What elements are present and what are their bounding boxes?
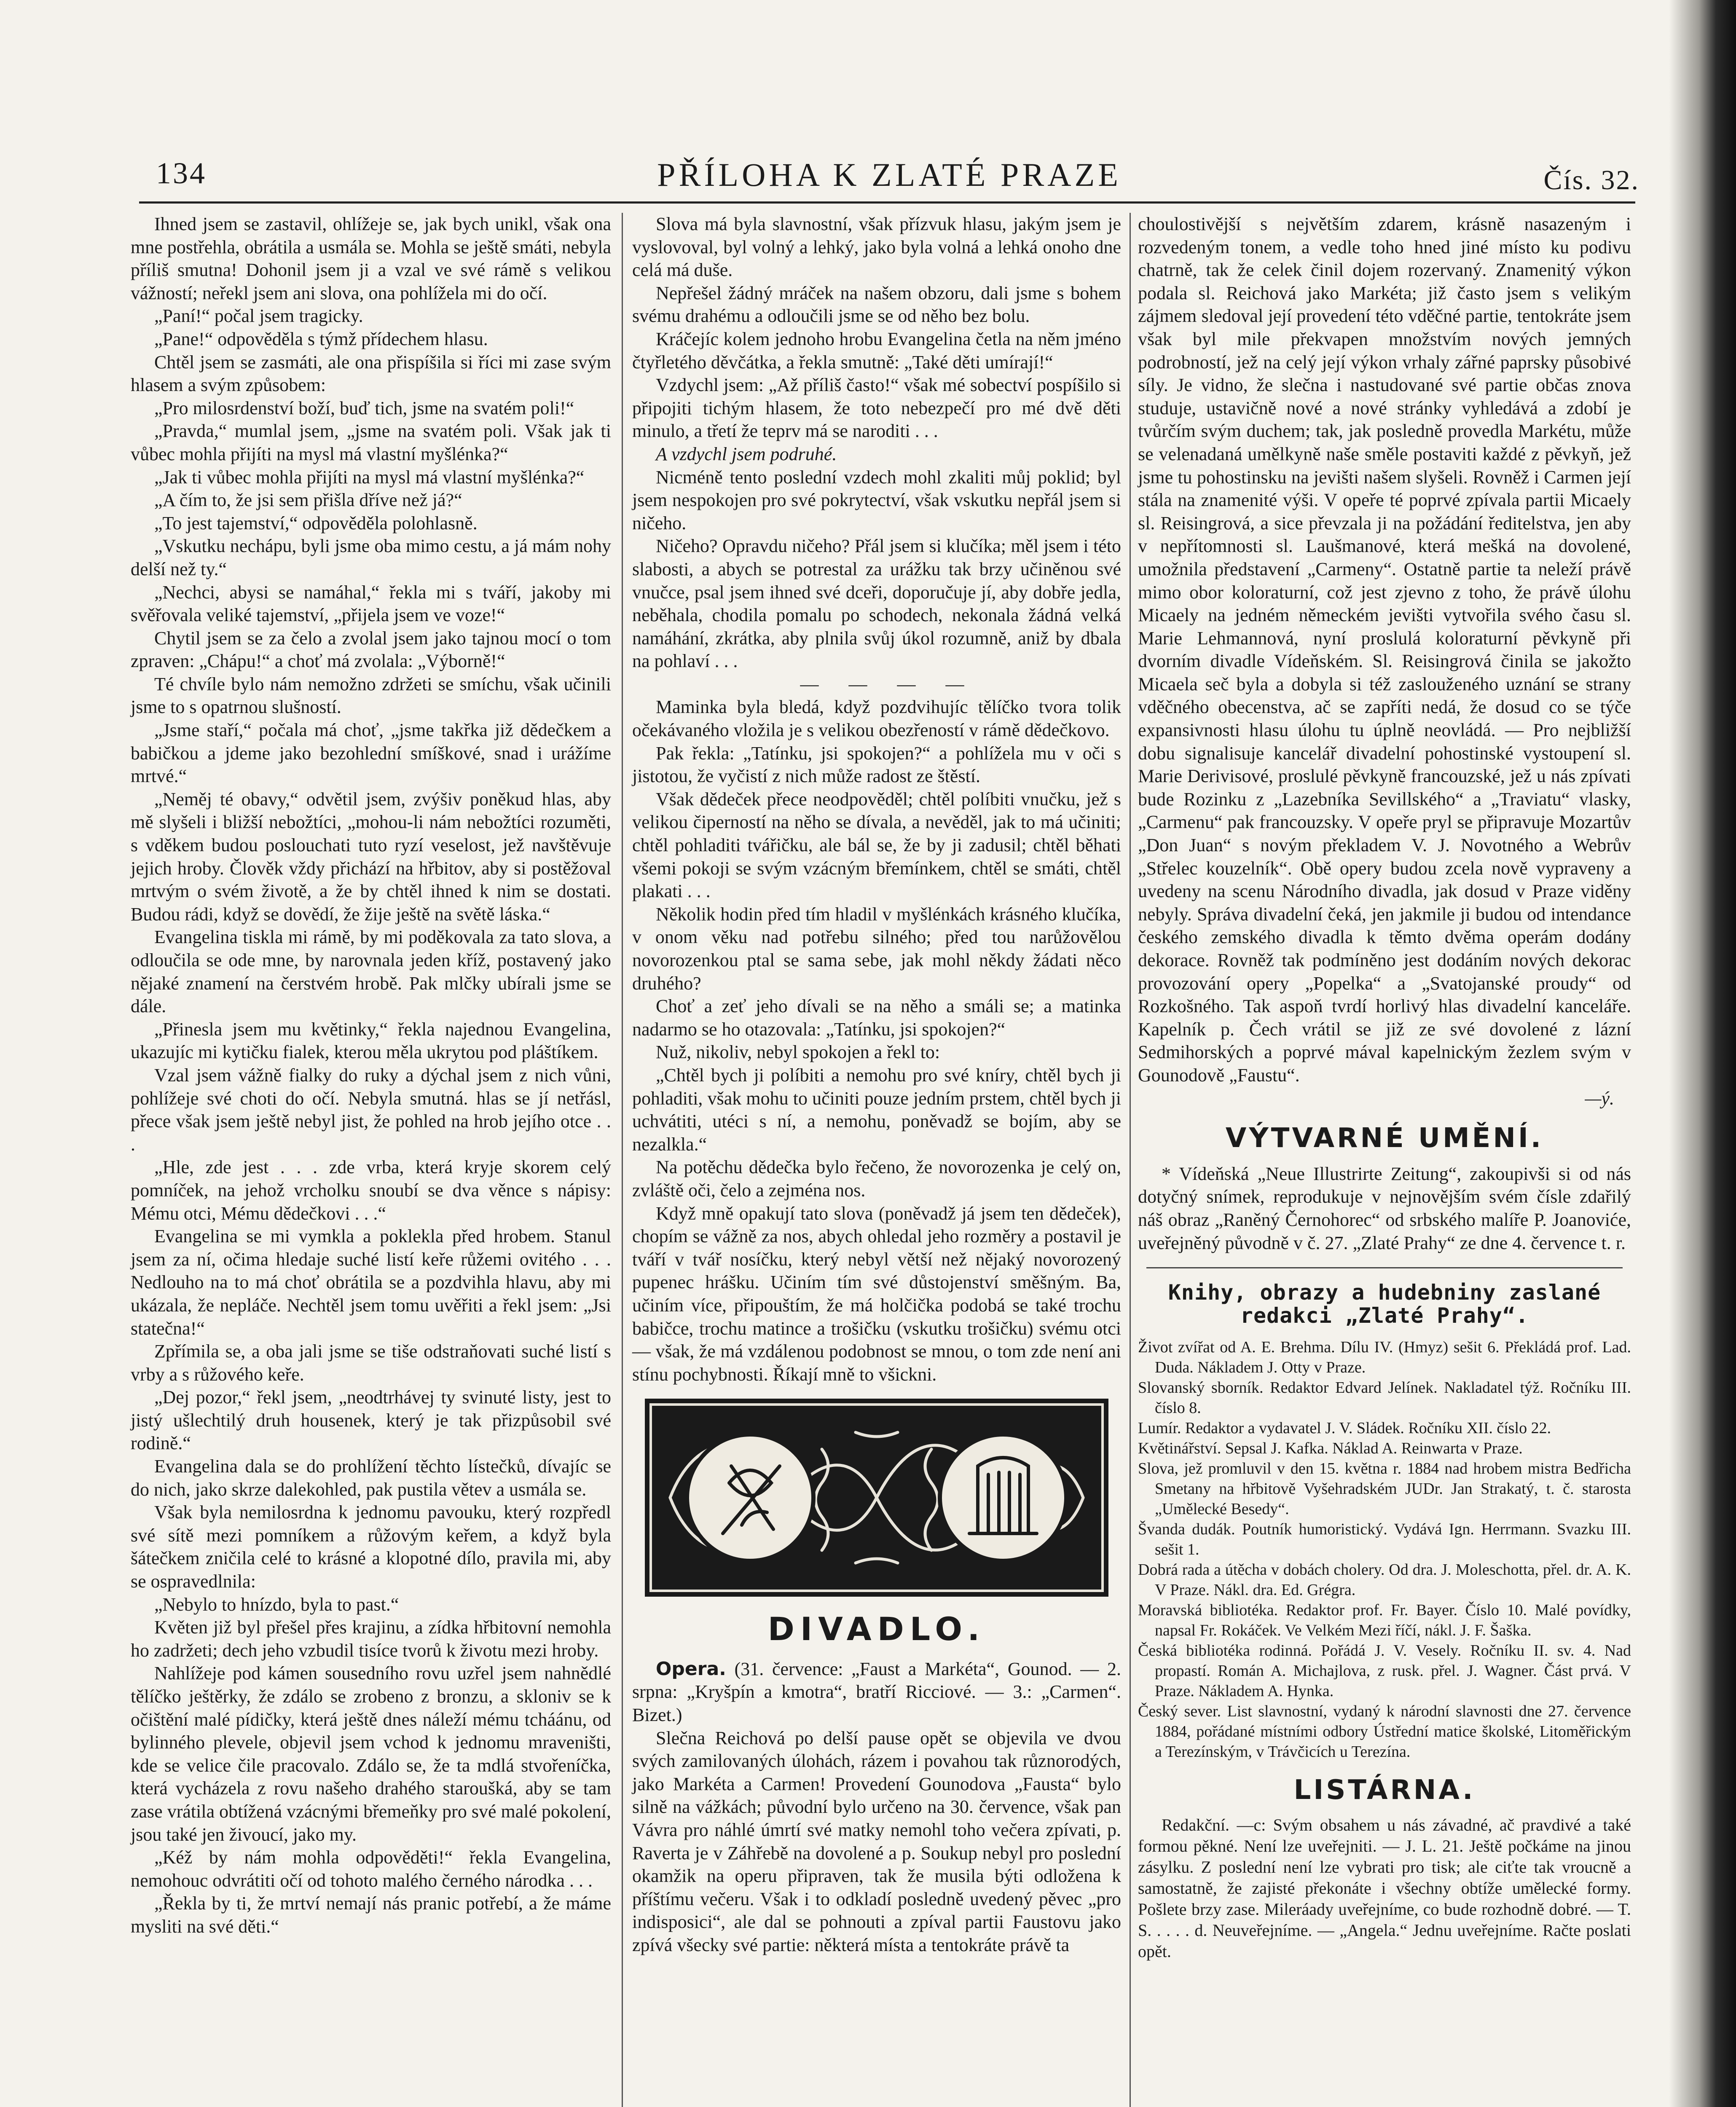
paragraph: Slova má byla slavnostní, však přízvuk hlasu, jakým jsem je vyslovoval, byl volný a lehký, jako byla volná a lehká onoho dne celá má duše. (632, 214, 1121, 281)
opera-paragraph (632, 1658, 1121, 1727)
listarna-text: Redakční. —c: Svým obsahem u nás závadné, ač pravdivé a také formou pěkné. Není lze uveřejniti. — J. L. 21. Ještě počkáme na jinou zásylku. Z poslední není lze vybrati pro tisk; ale ciťte tak vroucně a samostatně, že zajisté překonáte i všechny obtíže umělecké formy. Pošlete brzy zase. Mileráady uveřejníme, co bude rozhodně dobré. — T. S. . . . . d. Neuveřejníme. — „Angela.“ Jednu uveřejníme. Račte poslati opět. (1138, 1815, 1631, 1961)
section-heading-vytvarne-umeni: VÝTVARNÉ UMĚNÍ. (1225, 1123, 1544, 1154)
paragraph: Několik hodin před tím hladil v myšlénkách krásného klučíka, v onom věku nad potřebu silného; před tou narůžovělou novorozenkou ptal se sama sebe, jak mohl někdy žádati něco druhého? (632, 903, 1121, 994)
section-heading-divadlo: DIVADLO. (767, 1610, 986, 1648)
paragraph: Evangelina dala se do prohlížení těchto lístečků, dívajíc se do nich, jako skrze dalekohled, pak pustila větev a usmála se. (131, 1456, 611, 1500)
paragraph: A vzdychl jsem podruhé. (656, 443, 837, 464)
book-entry: Dobrá rada a útěcha v dobách cholery. Od dra. J. Moleschotta, přel. dr. A. K. V Praze. Nákl. dra. Ed. Grégra. (1138, 1561, 1631, 1599)
vignette-graphic (645, 1399, 1108, 1597)
paragraph: Nuž, nikoliv, nebyl spokojen a řekl to: (656, 1042, 940, 1063)
paragraph: Nahlížeje pod kámen sousedního rovu uzřel jsem nahnědlé tělíčko ještěrky, že zdálo se zrobeno z bronzu, a skloniv se k očištění malé pídičky, která ještě dnes náleží mému tcháánu, od bylinného plevele, objevil jsem vchod k jednomu mraveništi, kde se velice čile pracovalo. Zdálo se, že ta mdlá stvořeníčka, která vycházela z rovu našeho drahého staroušká, aby se tam zase vrátila obtížená vzácnými břemeňky pro své malé pokolení, jsou také jen živoucí, jako my. (131, 1663, 611, 1845)
opera-lead: (31. července: „Faust a Markéta“, Gounod. — 2. srpna: „Kryšpín a kmotra“, bratří Ricciové. — 3.: „Carmen“. Bizet.) (632, 1658, 1122, 1726)
paragraph: „Dej pozor,“ řekl jsem, „neodtrhávej ty svinuté listy, jest to jistý ušlechtilý druh housenek, který je tak přizpůsobil své rodině.“ (131, 1387, 611, 1454)
paragraph: Chtěl jsem se zasmáti, ale ona přispíšila si říci mi zase svým hlasem a svým způsobem: (131, 351, 611, 396)
paragraph: Choť a zeť jeho dívali se na něho a smáli se; a matinka nadarmo se ho otazovala: „Tatínku, jsi spokojen?“ (632, 996, 1121, 1040)
book-entry: Květinářství. Sepsal J. Kafka. Náklad A. Reinwarta v Praze. (1138, 1440, 1523, 1458)
paragraph: Však dědeček přece neodpověděl; chtěl políbiti vnučku, jež s velikou čiperností na něho se dívala, a nevěděl, jak to má učiniti; chtěl pohladiti tvářičku, ale bál se, že by ji zadusil; chtěl běhati všemi pokoji se svým vzácným břemínkem, chtěl se smáti, chtěl plakati . . . (632, 788, 1121, 902)
section-rule (1146, 1267, 1623, 1268)
book-entry: Život zvířat od A. E. Brehma. Dílu IV. (Hmyz) sešit 6. Překládá prof. Lad. Duda. Nákladem J. Otty v Praze. (1138, 1338, 1631, 1377)
paragraph: „Paní!“ počal jsem tragicky. (154, 306, 363, 327)
paragraph: „Pro milosrdenství boží, buď tich, jsme na svatém poli!“ (154, 397, 574, 418)
page-number: 134 (156, 156, 207, 190)
paragraph: choulostivější s největším zdarem, krásně nasazeným i rozvedeným tonem, a vedle toho hned jiné místo ku podivu chatrně, tak že celek činil dojem rozervaný. Znamenitý výkon podala sl. Reichová jako Markéta; již často jsem s velikým zájmem sledoval její provedení této vděčné partie, tentokráte jsem však byl mile překvapen množstvím nových jemných podrobností, jež na celý její výkon vrhaly zářné paprsky působivé síly. Je vidno, že slečna i nastudované své partie občas znova studuje, ustavičně nové a nové stránky vyhledává a zdobí je tvůrčím svým duchem; tak, jak posledně provedla Markétu, může se velenadaná umělkyně naše směle postaviti každé z pěvkyň, jež jsme tu pohostinsku na jevišti našem slyšeli. Rovněž i Carmen její stála na znamenité výši. V opeře té poprvé zpívala partii Micaely sl. Reisingrová, a sice převzala ji na požádání ředitelstva, jen aby v nepřítomnosti sl. Laušmanové, která mešká na dovolené, umožnila představení „Carmeny“. Ostatně partie ta neleží právě mimo obor koloraturní, což jest zjevno z toho, že právě úlohu Micaely na jedném německém jevišti vytvořila svého času sl. Marie Lehmannová, nyní proslulá koloraturní pěvkyně při dvorním divadle Vídeňském. Sl. Reisingrová činila se jakožto Micaela seč byla a dobyla si též zaslouženého uznání se strany vděčného obecenstva, ač se zapříti nedá, že dosud co se týče expansivnosti hlasu úlohu tu úplně neovládá. — Pro nejbližší dobu signalisuje kancelář divadelní pohostinské vystoupení sl. Marie Derivisové, proslulé pěvkyně francouzské, jež u nás zpívati bude Rozinku z „Lazebníka Sevillského“ a „Traviatu“ vlasky, „Carmenu“ pak francouzsky. V opeře pryl se připravuje Mozartův „Don Juan“ s novým překladem V. J. Novotného a Webrův „Střelec kouzelník“. Obě opery budou zcela nově vypraveny a uvedeny na scenu Národního divadla, jak dosud v Praze viděny nebyly. Správa divadelní čeká, jen jakmile ji budou od intendance českého zemského divadla k těmto dvěma operám dodány dekorace. Rovněž tak podmíněno jest dodáním nových dekorac provozování opery „Popelka“ a „Svatojanské proudy“ od Rozkošného. Tak aspoň tvrdí horlivý hlas divadelní kanceláře. Kapelník p. Čech vrátil se již ze své dovolené z lázní Sedmihorských a poprvé mával kapelnickým žezlem svým v Gounodově „Faustu“. (1138, 214, 1631, 1086)
paragraph: „Nechci, abysi se namáhal,“ řekla mi s tváří, jakoby mi svěřovala veliké tajemství, „přijela jsem ve voze!“ (131, 582, 611, 626)
section-heading-listarna: LISTÁRNA. (1293, 1775, 1476, 1806)
section-break-dashes: — — — — (800, 673, 977, 694)
paragraph: Květen již byl přešel přes krajinu, a zídka hřbitovní nemohla ho zadržeti; dech jeho vzbudil tisíce tvorů k životu mezi hroby. (131, 1617, 611, 1661)
paragraph: * Vídeňská „Neue Illustrirte Zeitung“, zakoupivši si od nás dotyčný snímek, reprodukuje v nejnovějším svém čísle zdařilý náš obraz „Raněný Černohorec“ od srbského malíře P. Joanoviće, uveřejněný původně v č. 27. „Zlaté Prahy“ ze dne 4. července t. r. (1138, 1163, 1631, 1253)
paragraph: Pak řekla: „Tatínku, jsi spokojen?“ a pohlížela mu v oči s jistotou, že vyčistí z nich může radost ze štěstí. (632, 743, 1121, 787)
paragraph: Ničeho? Opravdu ničeho? Přál jsem si klučíka; měl jsem i této slabosti, a abych se potrestal za urážku tak brzy učiněnou své vnučce, psal jsem ihned své dceři, doporučuje jí, aby dobře jedla, neběhala, chodila pomalu po schodech, nekonala žádná velká namáhání, zkrátka, aby plnila svůj úkol rozumně, aniž by dbala na pohlaví . . . (632, 536, 1121, 672)
author-signature: —ý. (1585, 1088, 1614, 1109)
paragraph: Na potěchu dědečka bylo řečeno, že novorozenka je celý on, zvláště oči, čelo a zejména nos. (632, 1157, 1121, 1201)
book-entry: Slova, jež promluvil v den 15. května r. 1884 nad hrobem mistra Bedřicha Smetany na hřbitově Vyšehradském JUDr. Jan Strakatý, t. č. starosta „Umělecké Besedy“. (1138, 1460, 1631, 1518)
paragraph: „Jak ti vůbec mohla přijíti na mysl má vlastní myšlénka?“ (154, 466, 585, 488)
paragraph: „Kéž by nám mohla odpověděti!“ řekla Evangelina, nemohouc odvrátiti očí od tohoto malého černého národka . . . (131, 1847, 611, 1891)
book-entry: Lumír. Redaktor a vydavatel J. V. Sládek. Ročníku XII. číslo 22. (1138, 1419, 1551, 1437)
paragraph: „Pravda,“ mumlal jsem, „jsme na svatém poli. Však jak ti vůbec mohla přijíti na mysl má vlastní myšlénka?“ (131, 421, 611, 464)
paragraph: Kráčejíc kolem jednoho hrobu Evangelina četla na něm jméno čtyřletého děvčátka, a řekla smutně: „Také děti umírají!“ (632, 328, 1121, 373)
paragraph: Nepřešel žádný mráček na našem obzoru, dali jsme s bohem svému drahému a odloučili jsme se od něho bez bolu. (632, 282, 1121, 327)
paragraph: Té chvíle bylo nám nemožno zdržeti se smíchu, však učinili jsme to s opatrnou slušností. (131, 673, 611, 718)
page-header (139, 152, 1639, 202)
paragraph: „Vskutku nechápu, byli jsme oba mimo cestu, a já mám nohy delší než ty.“ (131, 536, 611, 579)
paragraph: Ihned jsem se zastavil, ohlížeje se, jak bych unikl, však ona mne postřehla, obrátila a usmála se. Mohla se ještě smáti, nebyla příliš smutna! Dohonil jsem ji a vzal ve své rámě s velikou vážností; neřekl jsem ani slova, ona pohlížela mi do očí. (131, 214, 612, 303)
paragraph: Evangelina tiskla mi rámě, by mi poděkovala za tato slova, a odloučila se ode mne, by narovnala jeden kříž, postavený jako nějaké znamení na čerstvém hrobě. Pak mlčky ubírali jsme se dále. (131, 927, 611, 1017)
paragraph: „Přinesla jsem mu květinky,“ řekla najednou Evangelina, ukazujíc mi kytičku fialek, kterou měla ukrytou pod pláštíkem. (131, 1019, 611, 1063)
decorative-vignette (645, 1399, 1108, 1597)
header-rule (139, 201, 1635, 204)
book-entry: Český sever. List slavnostní, vydaný k národní slavnosti dne 27. července 1884, pořádané místními odbory Ústřední matice školské, Litoměřickým a Terezínským, v Trávčicích u Terezína. (1138, 1702, 1631, 1761)
paragraph: „Jsme staří,“ počala má choť, „jsme takřka již dědečkem a babičkou a jdeme jako bezohlední smíškové, snad i urážíme mrtvé.“ (131, 720, 611, 787)
paragraph: Evangelina se mi vymkla a poklekla před hrobem. Stanul jsem za ní, očima hledaje suché listí keře růžemi ovitého . . . Nedlouho na to má choť obrátila se a pozdvihla hlavu, aby mi ukázala, že nepláče. Nechtěl jsem tomu uvěřiti a řekl jsem: „Jsi statečna!“ (131, 1226, 611, 1339)
paragraph: „Řekla by ti, že mrtví nemají nás pranic potřebí, a že máme mysliti na své děti.“ (131, 1893, 611, 1937)
issue-number: Čís. 32. (1543, 165, 1639, 196)
paragraph: Chytil jsem se za čelo a zvolal jsem jako tajnou mocí o tom zpraven: „Chápu!“ a choť má zvolala: „Výborně!“ (131, 627, 611, 672)
paragraph: „Chtěl bych ji políbiti a nemohu pro své kníry, chtěl bych ji pohladiti, však mohu to učiniti pouze jedním prstem, chtěl bych ji uchvátiti, utéci s ní, a nemohu, poněvadž se bojím, aby se nezalkla.“ (632, 1064, 1121, 1155)
paragraph: „To jest tajemství,“ odpověděla polohlasně. (154, 512, 478, 533)
paragraph: Maminka byla bledá, když pozdvihujíc tělíčko tvora tolik očekávaného vložila je s velikou obezřeností v rámě dědečkovo. (632, 697, 1121, 741)
paragraph: „Pane!“ odpověděla s týmž přídechem hlasu. (154, 328, 488, 349)
paragraph: Však byla nemilosrdna k jednomu pavouku, který rozpředl své sítě mezi pomníkem a růžovým keřem, a když byla šátečkem zničila celé to krásné a klopotné dílo, pravila mi, aby se ospravedlnila: (131, 1502, 611, 1592)
paragraph: Vzal jsem vážně fialky do ruky a dýchal jsem z nich vůni, pohlížeje své choti do očí. Nebyla smutná. hlas se jí netřásl, přece však jsem ještě nebyl jist, že pohled na hrob jejího otce . . . (131, 1064, 611, 1155)
book-entry: Moravská bibliotéka. Redaktor prof. Fr. Bayer. Číslo 10. Malé povídky, napsal Fr. Rokáček. Ve Velkém Mezi říčí, nákl. J. F. Šaška. (1138, 1601, 1631, 1640)
column-divider (1130, 213, 1131, 2107)
paragraph: „Nebylo to hnízdo, byla to past.“ (154, 1594, 399, 1615)
paragraph: „A čím to, že jsi sem přišla dříve než já?“ (154, 490, 462, 511)
paragraph: Slečna Reichová po delší pause opět se objevila ve dvou svých zamilovaných úlohách, rázem i povahou tak různorodých, jako Markéta a Carmen! Provedení Gounodova „Fausta“ bylo silně na vážkách; původní bylo určeno na 30. července, však pan Vávra pro náhlé úmrtí své matky nemohl toho večera zpívati, p. Raverta je v Záhřebě na dovolené a p. Soukup nebyl pro poslední okamžik na operu připraven, tak že musila býti odložena k příštímu večeru. Však i to odkladí posledně uvedený pěvec „pro indisposici“, ale dal se pohnouti a zpíval partii Faustovu jako zpívá všecky své partie: některá místa a tentokráte právě ta (632, 1727, 1121, 1955)
paragraph: Vzdychl jsem: „Až příliš často!“ však mé sobectví pospíšilo si připojiti tichým hlasem, že toto nebezpečí pro mé dvě děti minulo, a třetí že teprv má se naroditi . . . (632, 375, 1121, 442)
paragraph: „Neměj té obavy,“ odvětil jsem, zvýšiv poněkud hlas, aby mě slyšeli i bližší nebožtíci, „mohou-li nám nebožtíci rozuměti, s vděkem budou poslouchati tuto ryzí veselost, jež navštěvuje jejich hroby. Člověk vždy přichází na hřbitov, aby si postěžoval mrtvým o svém životě, a že by chtěl ihned k nim se dostati. Budou rádi, když se dovědí, že žije ještě na světě láska.“ (131, 788, 611, 925)
column-1 (131, 213, 611, 2107)
section-heading-books: Knihy, obrazy a hudebniny zaslané redakci „Zlaté Prahy“. (1168, 1280, 1601, 1328)
scan-edge-shadow (1669, 0, 1736, 2107)
book-entry: Česká bibliotéka rodinná. Pořádá J. V. Vesely. Ročníku II. sv. 4. Nad propastí. Román A. Michajlova, z rusk. přel. J. Wagner. Část prvá. V Praze. Nákladem A. Hynka. (1138, 1642, 1631, 1700)
book-entry: Slovanský sborník. Redaktor Edvard Jelínek. Nakladatel týž. Ročníku III. číslo 8. (1138, 1379, 1631, 1417)
book-entry: Švanda dudák. Poutník humoristický. Vydává Ign. Herrmann. Svazku III. sešit 1. (1138, 1520, 1631, 1559)
journal-title: PŘÍLOHA K ZLATÉ PRAZE (657, 156, 1122, 193)
column-2 (632, 213, 1121, 2107)
paragraph: Zpřímila se, a oba jali jsme se tiše odstraňovati suché listí s vrby a s růžového keře. (131, 1341, 611, 1385)
column-3 (1138, 213, 1631, 2107)
column-divider (622, 213, 623, 2107)
paragraph: „Hle, zde jest . . . zde vrba, která kryje skorem celý pomníček, na jehož vrcholku snoubí se dva věnce s nápisy: Mému otci, Mému dědečkovi . . .“ (131, 1157, 611, 1224)
opera-label: Opera. (656, 1658, 726, 1680)
paragraph: Když mně opakují tato slova (poněvadž já jsem ten dědeček), chopím se vážně za nos, abych ohledal jeho rozměry a postavil je tváří v tvář nosíčku, který nebyl větší než nějaký novorozený pupenec hrášku. Učiním tím své důstojenství směšným. Ba, učiním více, připouštím, že má holčička podobá se také trochu babičce, trochu matince a trošičku (vskutku trošičku) svému otci — však, že má vzdálenou podobnost se mnou, o tom zde není ani stínu pochybnosti. Říkají mně to všickni. (632, 1203, 1121, 1385)
paragraph: Nicméně tento poslední vzdech mohl zkaliti můj poklid; byl jsem nespokojen pro své pokrytectví, však vskutku nepřál jsem si ničeho. (632, 466, 1121, 533)
